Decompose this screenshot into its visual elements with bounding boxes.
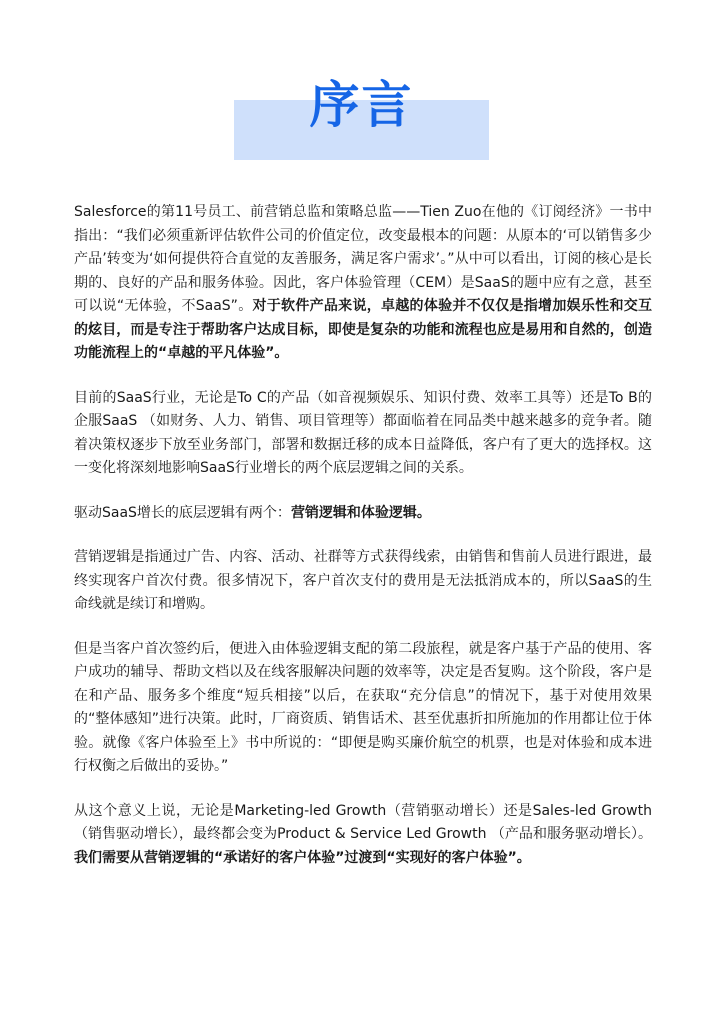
- paragraph-2: [74, 387, 652, 481]
- paragraph-1: [74, 201, 652, 366]
- paragraph-4-text: 营销逻辑是指通过广告、内容、活动、社群等方式获得线索，由销售和售前人员进行跟进，最终实现客户首次付费。很多情况下，客户首次支付的费用是无法抵消成本的，所以SaaS的生命线就是续订和增购。: [74, 549, 652, 612]
- paragraph-6: [74, 800, 652, 871]
- paragraph-4: [74, 546, 652, 617]
- paragraph-3-text: 驱动SaaS增长的底层逻辑有两个：: [74, 504, 291, 521]
- paragraph-1-emphasis: 对于软件产品来说，卓越的体验并不仅仅是指增加娱乐性和交互的炫目，而是专注于帮助客户达成目标，即使是复杂的功能和流程也应是易用和自然的，创造功能流程上的“卓越的平凡体验”。: [74, 298, 653, 361]
- paragraph-2-text: 目前的SaaS行业，无论是To C的产品（如音视频娱乐、知识付费、效率工具等）还是To B的企服SaaS （如财务、人力、销售、项目管理等）都面临着在同品类中越来越多的竞争者。随着决策权逐步下放至业务部门，部署和数据迁移的成本日益降低，客户有了更大的选择权。这一变化将深刻地影响SaaS行业增长的两个底层逻辑之间的关系。: [74, 389, 652, 476]
- paragraph-6-emphasis: 我们需要从营销逻辑的“承诺好的客户体验”过渡到“实现好的客户体验”。: [74, 849, 531, 866]
- body-content: [74, 201, 652, 891]
- page-title: 序言: [309, 76, 414, 134]
- paragraph-5-text: 但是当客户首次签约后，便进入由体验逻辑支配的第二段旅程，就是客户基于产品的使用、客户成功的辅导、帮助文档以及在线客服解决问题的效率等，决定是否复购。这个阶段，客户是在和产品、服务多个维度“短兵相接”以后，在获取“充分信息”的情况下，基于对使用效果的“整体感知”进行决策。此时，厂商资质、销售话术、甚至优惠折扣所施加的作用都让位于体验。就像《客户体验至上》书中所说的：“即便是购买廉价航空的机票，也是对体验和成本进行权衡之后做出的妥协。”: [74, 640, 652, 774]
- title-block: [0, 72, 723, 162]
- paragraph-5: [74, 638, 652, 779]
- paragraph-3: [74, 502, 652, 526]
- paragraph-6-text: 从这个意义上说，无论是Marketing-led Growth（营销驱动增长）还是Sales-led Growth（销售驱动增长），最终都会变为Product & Service Led Growth （产品和服务驱动增长）。: [74, 802, 652, 842]
- paragraph-3-emphasis: 营销逻辑和体验逻辑。: [290, 504, 431, 521]
- paragraph-1-text: Salesforce的第11号员工、前营销总监和策略总监——Tien Zuo在他的《订阅经济》一书中指出：“我们必须重新评估软件公司的价值定位，改变最根本的问题：从原本的‘可以销售多少产品’转变为‘如何提供符合直觉的友善服务，满足客户需求’。”从中可以看出，订阅的核心是长期的、良好的产品和服务体验。因此，客户体验管理（CEM）是SaaS的题中应有之意，甚至可以说“无体验，不SaaS”。: [74, 204, 652, 314]
